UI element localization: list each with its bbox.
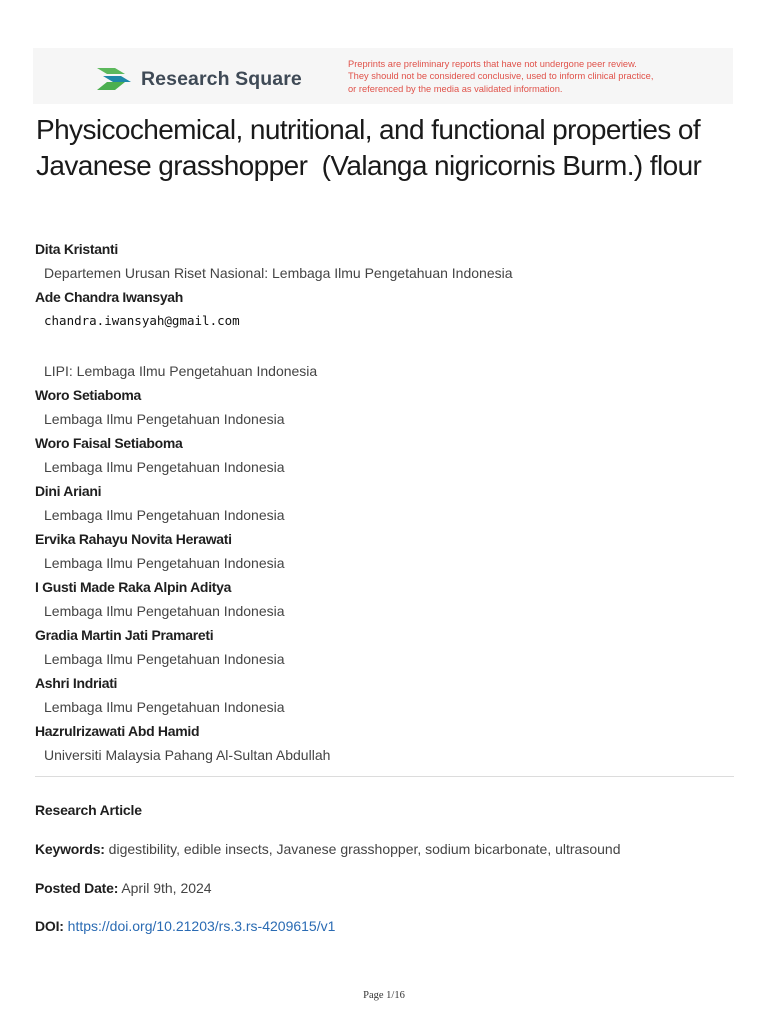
author-name[interactable]: Dini Ariani [35, 483, 102, 499]
author-name[interactable]: Gradia Martin Jati Pramareti [35, 627, 214, 643]
disclaimer-line: or referenced by the media as validated information. [348, 83, 563, 94]
research-square-logo-icon [95, 64, 133, 94]
article-type [35, 802, 735, 818]
author-affiliation: Lembaga Ilmu Pengetahuan Indonesia [44, 651, 285, 667]
article-type-label: Research Article [35, 802, 142, 818]
author-name[interactable]: Ade Chandra Iwansyah [35, 289, 184, 305]
author-name[interactable]: I Gusti Made Raka Alpin Aditya [35, 579, 232, 595]
author-entry [35, 479, 725, 527]
doi-row [35, 918, 735, 934]
author-affiliation: Lembaga Ilmu Pengetahuan Indonesia [44, 555, 285, 571]
author-name[interactable]: Woro Faisal Setiaboma [35, 435, 183, 451]
research-square-logo[interactable] [95, 64, 302, 94]
author-affiliation: Lembaga Ilmu Pengetahuan Indonesia [44, 411, 285, 427]
posted-date-label: Posted Date: [35, 880, 119, 896]
author-entry [35, 383, 725, 431]
author-entry [35, 527, 725, 575]
keywords-row [35, 841, 735, 857]
author-affiliation: Universiti Malaysia Pahang Al-Sultan Abdullah [44, 747, 331, 763]
posted-date-value: April 9th, 2024 [121, 880, 212, 896]
author-affiliation: LIPI: Lembaga Ilmu Pengetahuan Indonesia [44, 363, 318, 379]
disclaimer-line: Preprints are preliminary reports that have not undergone peer review. [348, 59, 637, 69]
author-affiliation: Lembaga Ilmu Pengetahuan Indonesia [44, 507, 285, 523]
page-number: Page 1/16 [363, 990, 405, 1001]
keywords-label: Keywords: [35, 841, 105, 857]
section-divider [35, 776, 734, 777]
author-email-link[interactable]: chandra.iwansyah@gmail.com [44, 313, 240, 328]
author-name[interactable]: Woro Setiaboma [35, 387, 142, 403]
posted-date-row [35, 880, 735, 896]
author-name[interactable]: Hazrulrizawati Abd Hamid [35, 723, 200, 739]
author-name[interactable]: Ervika Rahayu Novita Herawati [35, 531, 232, 547]
author-entry [35, 719, 725, 767]
author-entry [35, 285, 725, 383]
keywords-value: digestibility, edible insects, Javanese grasshopper, sodium bicarbonate, ultrasound [108, 841, 621, 857]
logo-text: Research Square [141, 67, 302, 90]
preprint-banner [33, 48, 733, 104]
author-affiliation: Lembaga Ilmu Pengetahuan Indonesia [44, 459, 285, 475]
doi-label: DOI: [35, 918, 64, 934]
author-affiliation: Lembaga Ilmu Pengetahuan Indonesia [44, 699, 285, 715]
author-affiliation: Lembaga Ilmu Pengetahuan Indonesia [44, 603, 285, 619]
author-entry [35, 431, 725, 479]
paper-title: Physicochemical, nutritional, and functional properties of Javanese grasshopper (Valanga nigricornis Burm.) flour [36, 114, 708, 181]
author-entry [35, 575, 725, 623]
author-name[interactable]: Ashri Indriati [35, 675, 118, 691]
author-list [35, 237, 725, 767]
disclaimer-line: They should not be considered conclusive, used to inform clinical practice, [348, 71, 654, 82]
preprint-disclaimer [348, 58, 728, 95]
author-affiliation: Departemen Urusan Riset Nasional: Lembaga Ilmu Pengetahuan Indonesia [44, 265, 513, 281]
doi-link[interactable]: https://doi.org/10.21203/rs.3.rs-4209615/v1 [67, 918, 336, 934]
author-entry [35, 237, 725, 285]
author-entry [35, 623, 725, 671]
author-name[interactable]: Dita Kristanti [35, 241, 118, 257]
author-entry [35, 671, 725, 719]
